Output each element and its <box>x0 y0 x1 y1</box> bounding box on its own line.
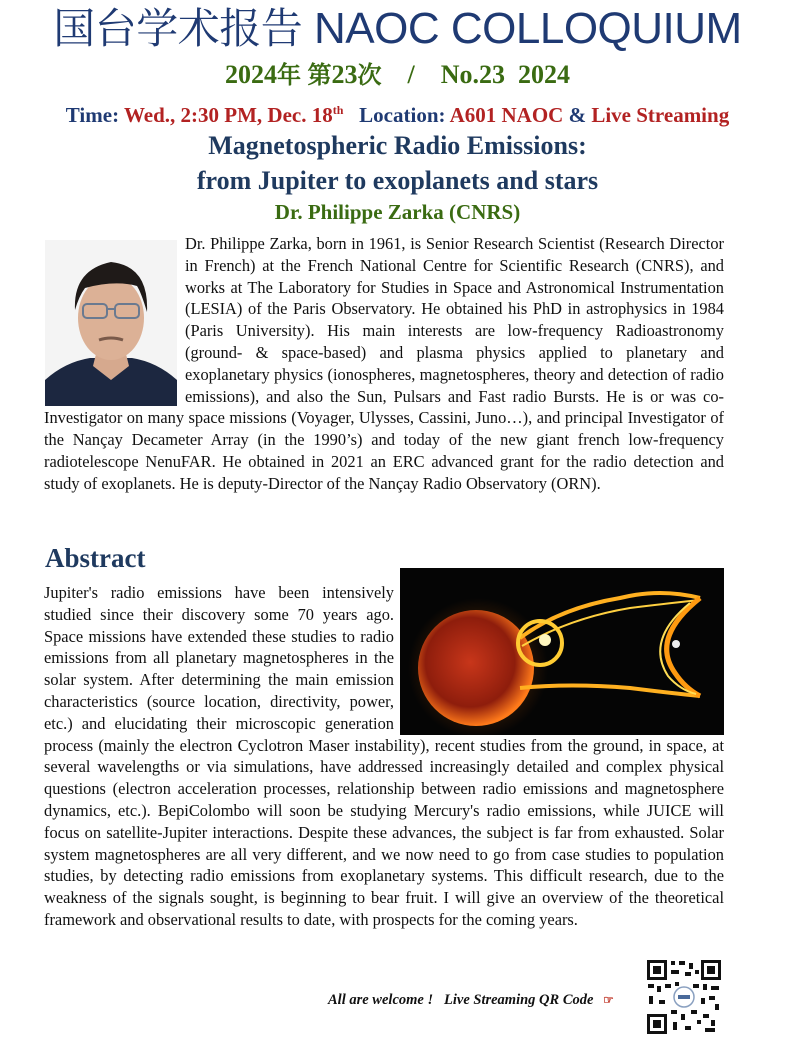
issue-di: 第 <box>307 61 332 89</box>
issue-nian: 年 <box>276 61 301 89</box>
qr-code-image <box>645 958 723 1036</box>
speaker-name: Dr. Philippe Zarka (CNRS) <box>274 200 521 224</box>
talk-title-line1: Magnetospheric Radio Emissions: <box>208 131 587 160</box>
time-sup: th <box>332 103 344 117</box>
bio-text: Dr. Philippe Zarka, born in 1961, is Senior Research Scientist (Research Director in French) at the French National Centre for Scientific Research (CNRS), and works at The Laboratory for Studies in Space and Astronomical Instrumentation (LESIA) of the Paris Observatory. He obtained his PhD in astrophysics in 1984 (Paris University). His main interests are low-frequency Radioastronomy (ground- & space-based) and plasma physics applied to planetary and exoplanetary physics (ionospheres, magnetospheres, theory and detection of radio emissions), and also the Sun, Pulsars and Fast radio Bursts. He is or was co-Investigator on many space missions (Voyager, Ulysses, Cassini, Juno…), and principal Investigator of the Nançay Decameter Array (in the 1990’s) and today of the new giant french low-frequency radiotelescope NenuFAR. He obtained in 2021 an ERC advanced grant for the radio detection and study of exoplanets. He is deputy-Director of the Nançay Radio Observatory (ORN). <box>44 234 724 493</box>
time-value <box>124 103 343 127</box>
star-flare-illustration <box>400 568 724 735</box>
star-planet-interaction-image <box>400 568 724 735</box>
issue-line <box>0 58 795 92</box>
talk-title-line2: from Jupiter to exoplanets and stars <box>196 166 599 195</box>
live-streaming-qr-code[interactable] <box>645 958 723 1036</box>
talk-title <box>0 128 795 198</box>
abstract-heading: Abstract <box>45 543 146 573</box>
location-value: A601 NAOC <box>449 103 564 127</box>
footer-line <box>328 992 614 1009</box>
speaker-portrait-image <box>45 240 177 406</box>
issue-separator: / <box>407 60 415 89</box>
issue-year: 2024 <box>224 60 277 89</box>
schedule-line <box>0 96 795 129</box>
header-title-en: NAOC COLLOQUIUM <box>314 4 742 53</box>
issue-num: 23 <box>331 60 358 89</box>
qr-label: Live Streaming QR Code <box>444 992 594 1008</box>
live-streaming: Live Streaming <box>591 103 730 127</box>
speaker-photo <box>45 240 177 406</box>
colloquium-header <box>0 2 795 56</box>
welcome-text: All are welcome ! <box>328 992 434 1008</box>
pointing-hand-icon: ☞ <box>603 993 614 1007</box>
issue-ci: 次 <box>357 61 382 89</box>
abstract-text: Jupiter's radio emissions have been intensively studied since their discovery some 70 years ago. Space missions have extended these studies to radio emissions from all planetary magnetospheres in the solar system. After determining the main emission characteristics (source location, directivity, power, etc.) and elucidating their microscopic generation process (mainly the electron Cyclotron Maser instability), recent studies from the ground, in space, at several wavelengths or via simulations, have addressed increasingly detailed and complex physical questions (electron acceleration processes, relationship between radio emissions and magnetosphere dynamics, etc.). BepiColombo will soon be studying Mercury's radio emissions, while JUICE will focus on satellite-Jupiter interactions. Despite these advances, the subject is far from exhausted. Solar system magnetospheres are all very different, and we now need to go from case studies to population studies, by detecting radio emissions from exoplanetary systems. This difficult research, due to the weakness of the signals sought, is beginning to bear fruit. I will give an overview of the theoretical framework and observational results to date, with prospects for the coming years. <box>44 583 724 929</box>
location-amp: & <box>568 103 587 127</box>
time-value-text: Wed., 2:30 PM, Dec. 18 <box>123 103 333 127</box>
time-label: Time: <box>65 103 120 127</box>
header-title-cn: 国台学术报告 <box>53 4 303 53</box>
location-label: Location: <box>359 103 446 127</box>
issue-number-en: No.23 2024 <box>440 60 570 89</box>
